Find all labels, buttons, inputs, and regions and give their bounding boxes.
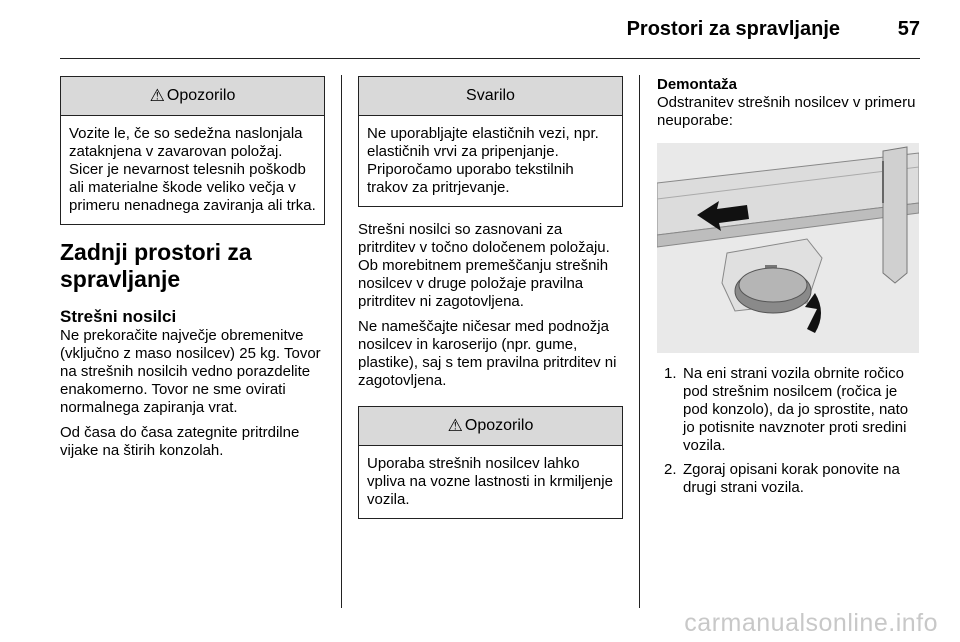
list-item (657, 365, 922, 455)
caution-box-text: Ne uporabljajte elastičnih vezi, npr. elastičnih vrvi za pripenjanje. Priporočamo uporabo tekstilnih trakov za pritrjevanje. (367, 125, 599, 196)
paragraph: Ne prekoračite največje obremenitve (vključno z maso nosilcev) 25 kg. Tovor na strešnih nosilcih vedno porazdelite enakomerno. Tovor ne sme ovirati normalnega zapiranja vrat. (60, 327, 321, 416)
caution-box-header (359, 77, 622, 116)
header-divider (60, 58, 920, 59)
warning-box-title: Opozorilo (166, 87, 236, 104)
paragraph: Strešni nosilci so zasnovani za pritrditev v točno določenem položaju. Ob morebitnem premeščanju strešnih nosilcev v druge položaje pravilna pritrditev ni zagotovljena. (358, 221, 610, 310)
paragraph: Od časa do časa zategnite pritrdilne vijake na štirih konzolah. (60, 424, 300, 459)
warning-box-header (61, 77, 324, 116)
section-heading: Zadnji prostori za spravljanje (60, 239, 252, 292)
list-item (657, 461, 922, 497)
column-divider (341, 75, 342, 608)
warning-box-text: Uporaba strešnih nosilcev lahko vpliva na vozne lastnosti in krmiljenje vozila. (367, 455, 613, 508)
steps-list (657, 365, 922, 497)
step-number: 1. (664, 365, 677, 382)
warning-box-text: Vozite le, če so sedežna naslonjala zataknjena v zavarovan položaj. Sicer je nevarnost telesnih poškodb ali materialne škode veliko večja v primeru nenadnega zaviranja ali trka. (69, 125, 316, 214)
watermark: carmanualsonline.info (684, 609, 938, 637)
caution-box-title: Svarilo (466, 87, 515, 104)
column-divider (639, 75, 640, 608)
step-text: Na eni strani vozila obrnite ročico pod strešnim nosilcem (ročica je pod konzolo), da jo sprostite, nato jo potisnite navznoter proti sredini vozila. (683, 365, 909, 454)
paragraph: Ne nameščajte ničesar med podnožja nosilcev in karoserijo (npr. gume, plastike), saj s tem pravilna pritrditev ni zagotovljena. (358, 318, 617, 389)
step-text: Zgoraj opisani korak ponovite na drugi strani vozila. (683, 461, 900, 496)
roof-rack-illustration (657, 143, 919, 353)
column-2 (358, 76, 623, 519)
step-number: 2. (664, 461, 677, 478)
column-3 (657, 76, 922, 503)
warning-triangle-icon: ⚠ (447, 416, 463, 435)
caution-box (358, 76, 623, 207)
warning-box (358, 406, 623, 519)
page-number: 57 (897, 18, 920, 40)
warning-box-header (359, 407, 622, 446)
column-1 (60, 76, 325, 460)
subsection-heading: Strešni nosilci (60, 307, 177, 326)
warning-triangle-icon: ⚠ (149, 86, 165, 105)
page-title: Prostori za spravljanje (626, 18, 840, 40)
warning-box (60, 76, 325, 225)
warning-box-title: Opozorilo (464, 417, 534, 434)
removal-heading: Demontaža (657, 76, 738, 93)
roof-rack-drawing (657, 143, 919, 353)
paragraph: Odstranitev strešnih nosilcev v primeru neuporabe: (657, 94, 916, 129)
